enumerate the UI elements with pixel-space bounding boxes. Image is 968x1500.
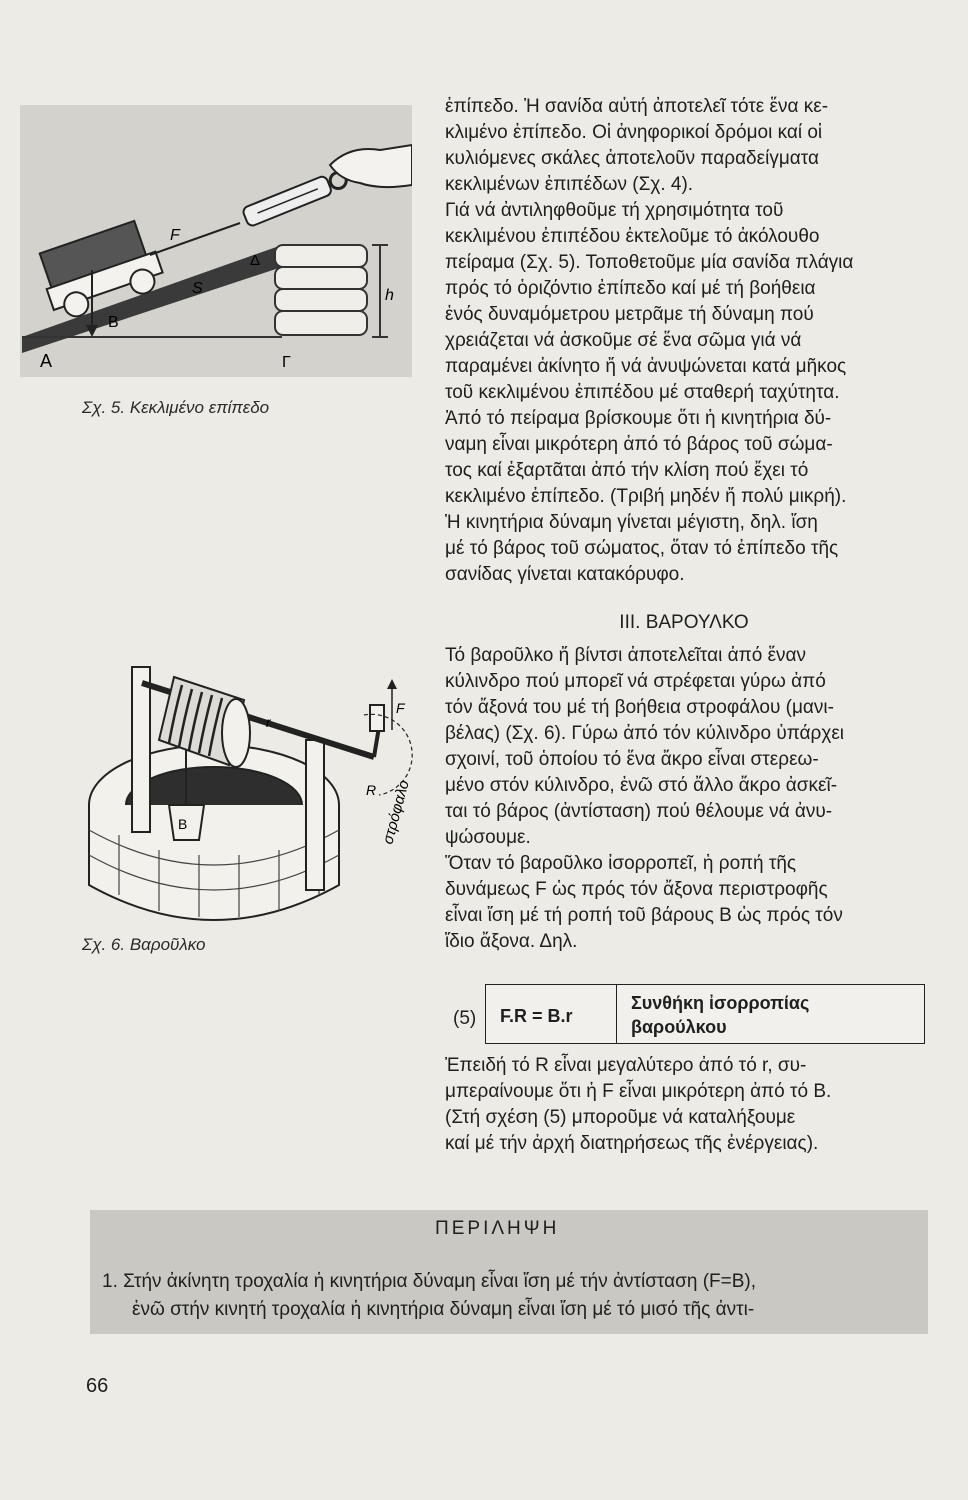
section-heading-windlass [445, 610, 923, 636]
text-line: ἐπίπεδο. Ἡ σανίδα αὐτή ἀποτελεῖ τότε ἕνα κε- [445, 96, 829, 117]
text-line: πρός τό ὁριζόντιο ἐπίπεδο καί μέ τή βοήθεια [445, 278, 816, 299]
text-block-inclined-plane [445, 94, 923, 588]
text-line: Ἐπειδή τό R εἶναι μεγαλύτερο ἀπό τό r, συ- [445, 1055, 807, 1076]
text-line: Ἡ κινητήρια δύναμη γίνεται μέγιστη, δηλ. ἴση [445, 512, 818, 533]
text-line: Τό βαροῦλκο ἤ βίντσι ἀποτελεῖται ἀπό ἕναν [445, 645, 807, 666]
equilibrium-formula [445, 982, 925, 1046]
label-h: h [385, 287, 394, 304]
text-line: ἴδιο ἄξονα. Δηλ. [445, 931, 578, 952]
text-line: (Στή σχέση (5) μποροῦμε νά καταλήξουμε [445, 1107, 796, 1128]
formula-label-line: βαρούλκου [631, 1017, 727, 1037]
page-number: 66 [86, 1375, 109, 1397]
text-line: ψώσουμε. [445, 827, 531, 848]
text-block-windlass [445, 643, 923, 955]
text-line: Ὅταν τό βαροῦλκο ἰσορροπεῖ, ἡ ροπή τῆς [445, 853, 797, 874]
text-line: κλιμένο ἐπίπεδο. Οἱ ἀνηφορικοί δρόμοι καί οἱ [445, 122, 823, 143]
block-stack [275, 245, 367, 335]
text-line: τόν ἄξονά του μέ τή βοήθεια στροφάλου (μανι- [445, 697, 834, 718]
paragraph [445, 94, 923, 588]
text-line: κεκλιμένο ἐπίπεδο. (Τριβή μηδέν ἤ πολύ μικρή). [445, 486, 847, 507]
figure5-caption: Σχ. 5. Κεκλιμένο επίπεδο [82, 398, 270, 417]
label-f: F [396, 700, 405, 716]
text-line: κύλινδρο πού μπορεῖ νά στρέφεται γύρω ἀπό [445, 671, 826, 692]
paragraph [445, 643, 923, 955]
summary-box [90, 1210, 928, 1334]
inclined-plane-illustration [20, 105, 412, 377]
label-s: S [192, 280, 203, 297]
label-a: Α [40, 351, 53, 371]
text-line: κεκλιμένου ἐπιπέδου ἐκτελοῦμε τό ἀκόλουθο [445, 226, 820, 247]
formula-box [485, 984, 925, 1044]
summary-line: 1. Στήν ἀκίνητη τροχαλία ἡ κινητήρια δύναμη εἶναι ἴση μέ τήν ἀντίσταση (F=B), [102, 1271, 757, 1292]
text-line: τοῦ κεκλιμένου ἐπιπέδου μέ σταθερή ταχύτητα. [445, 382, 840, 403]
text-line: βέλας) (Σχ. 6). Γύρω ἀπό τόν κύλινδρο ὑπάρχει [445, 723, 845, 744]
text-line: μέ τό βάρος τοῦ σώματος, ὅταν τό ἐπίπεδο τῆς [445, 538, 839, 559]
text-line: ναμη εἶναι μικρότερη ἀπό τό βάρος τοῦ σώμα- [445, 434, 833, 455]
formula-label-line: Συνθήκη ἰσορροπίας [631, 993, 810, 1013]
label-b: Β [178, 816, 188, 832]
text-line: παραμένει ἀκίνητο ἤ νά ἀνυψώνεται κατά μῆκος [445, 356, 847, 377]
text-line: Ἀπό τό πείραμα βρίσκουμε ὅτι ἡ κινητήρια δύ- [445, 408, 832, 429]
text-line: πείραμα (Σχ. 5). Τοποθετοῦμε μία σανίδα πλάγια [445, 252, 854, 273]
label-b: Β [108, 314, 119, 331]
summary-text [102, 1268, 922, 1324]
text-block-conclusion [445, 1053, 923, 1157]
section-heading: III. ΒΑΡΟΥΛΚΟ [619, 612, 749, 633]
text-line: μένο στόν κύλινδρο, ἐνῶ στό ἄλλο ἄκρο ἀσκεῖ- [445, 775, 838, 796]
formula-label [631, 991, 809, 1039]
windlass-illustration [74, 655, 424, 925]
formula-equation-cell [486, 985, 617, 1043]
summary-line: ἐνῶ στήν κινητή τροχαλία ἡ κινητήρια δύναμη εἶναι ἴση μέ τό μισό τῆς ἀντι- [132, 1299, 755, 1320]
text-line: Γιά νά ἀντιληφθοῦμε τή χρησιμότητα τοῦ [445, 200, 784, 221]
formula-number: (5) [453, 1008, 477, 1029]
text-line: εἶναι ἴση μέ τή ροπή τοῦ βάρους Β ὡς πρός τόν [445, 905, 843, 926]
summary-title: ΠΕΡΙΛΗΨΗ [435, 1218, 560, 1239]
text-line: κυλιόμενες σκάλες ἀποτελοῦν παραδείγματα [445, 148, 819, 169]
windlass-figure [74, 655, 424, 925]
text-line: καί μέ τήν ἀρχή διατηρήσεως τῆς ἐνέργειας). [445, 1133, 819, 1154]
label-r-small: r [266, 714, 271, 730]
text-line: σανίδας γίνεται κατακόρυφο. [445, 564, 685, 585]
text-line: κεκλιμένων ἐπιπέδων (Σχ. 4). [445, 174, 694, 195]
text-line: σχοινί, τοῦ ὁποίου τό ἕνα ἄκρο εἶναι στερεω- [445, 749, 819, 770]
label-d: Δ [250, 252, 261, 269]
inclined-plane-figure [20, 105, 412, 377]
label-crank: στρόφαλο [379, 778, 413, 847]
text-line: χρειάζεται νά ἀσκοῦμε σέ ἕνα σῶμα γιά νά [445, 330, 802, 351]
label-g: Γ [282, 354, 291, 371]
text-line: ται τό βάρος (ἀντίσταση) πού θέλουμε νά ἀνυ- [445, 801, 833, 822]
formula-equation: F.R = B.r [500, 1006, 573, 1026]
text-line: δυνάμεως F ὡς πρός τόν ἄξονα περιστροφῆς [445, 879, 828, 900]
label-f: F [170, 227, 180, 244]
label-r-large: R [366, 782, 377, 798]
text-line: τος καί ἐξαρτᾶται ἀπό τήν κλίση πού ἔχει τό [445, 460, 809, 481]
figure6-caption: Σχ. 6. Βαροῦλκο [82, 935, 206, 954]
paragraph [445, 1053, 923, 1157]
text-line: μπεραίνουμε ὅτι ἡ F εἶναι μικρότερη ἀπό τό Β. [445, 1081, 832, 1102]
text-line: ἑνός δυναμόμετρου μετρᾶμε τή δύναμη πού [445, 304, 814, 325]
